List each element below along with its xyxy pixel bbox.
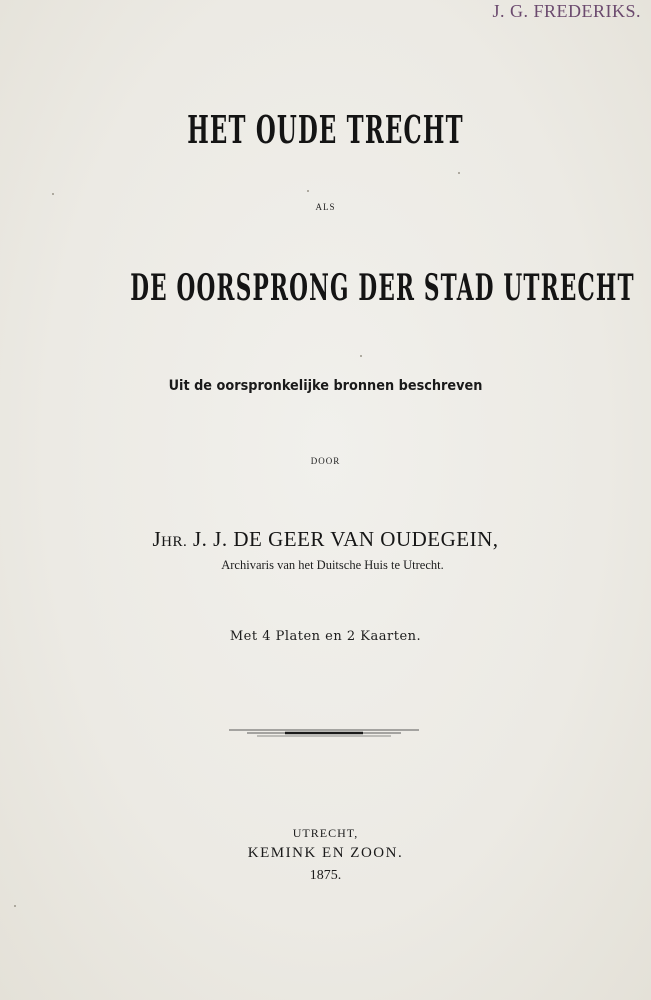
paper-speck bbox=[458, 172, 460, 174]
author-prefix-rest: HR. bbox=[161, 534, 188, 550]
paper-speck bbox=[360, 355, 362, 357]
author-role: Archivaris van het Duitsche Huis te Utrecht. bbox=[221, 558, 444, 572]
author-full-name: J. J. DE GEER VAN OUDEGEIN, bbox=[187, 527, 499, 551]
publisher-name: KEMINK EN ZOON. bbox=[247, 845, 404, 861]
conjunction-door: DOOR bbox=[310, 456, 341, 466]
owner-stamp: J. G. FREDERIKS. bbox=[492, 1, 641, 21]
paper-speck bbox=[307, 190, 309, 192]
plates-note: Met 4 Platen en 2 Kaarten. bbox=[229, 629, 422, 644]
publication-year: 1875. bbox=[309, 868, 342, 883]
publisher-city: UTRECHT, bbox=[292, 826, 359, 840]
main-title: HET OUDE TRECHT bbox=[187, 107, 464, 152]
ornamental-rule bbox=[229, 726, 419, 738]
author-prefix-initial: J bbox=[152, 527, 162, 551]
second-title: DE OORSPRONG DER STAD UTRECHT bbox=[130, 267, 635, 309]
paper-speck bbox=[52, 193, 54, 195]
paper-speck bbox=[14, 905, 16, 907]
subtitle: Uit de oorspronkelijke bronnen beschreven bbox=[168, 378, 483, 394]
author-name bbox=[0, 526, 651, 555]
conjunction-als: ALS bbox=[315, 202, 336, 212]
